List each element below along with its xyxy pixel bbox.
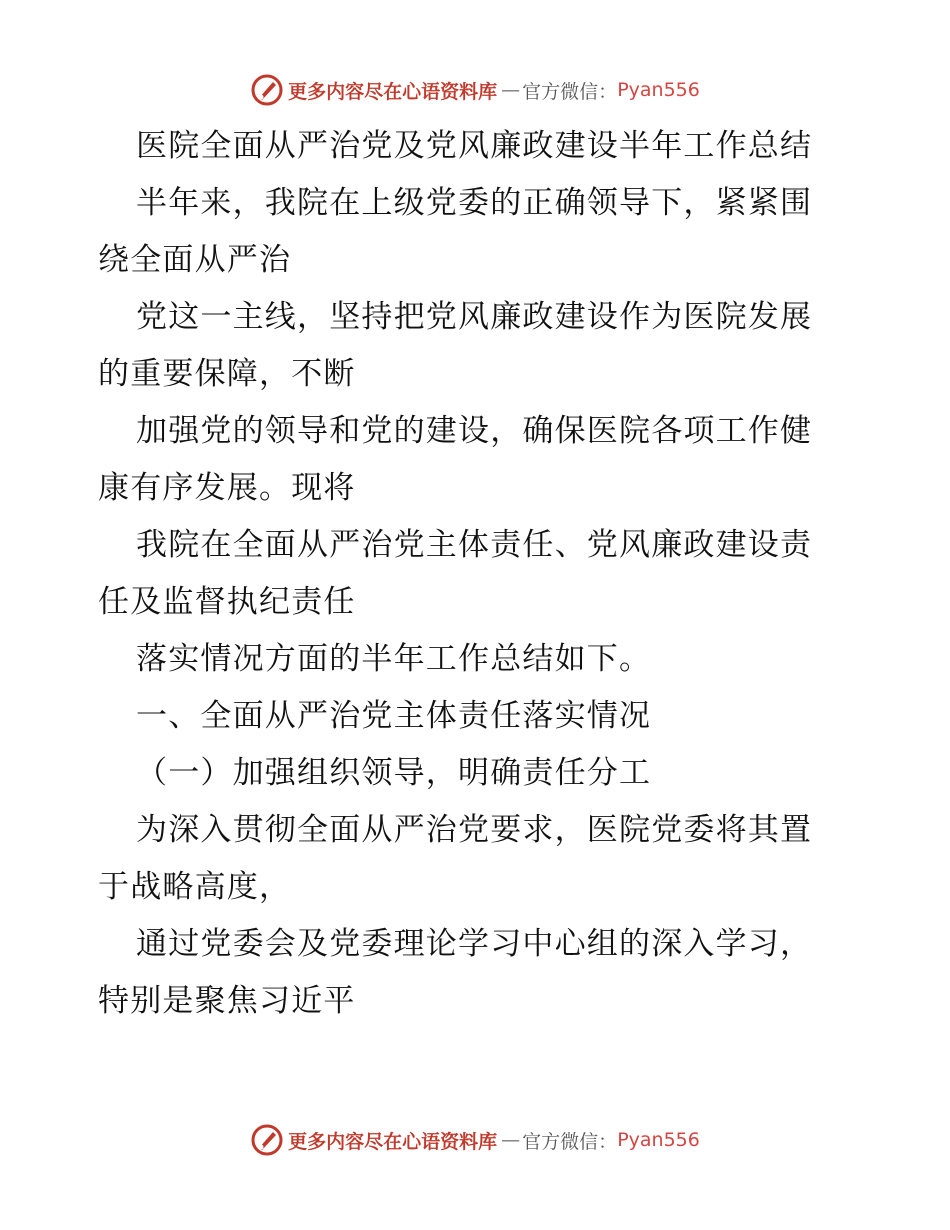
- banner-dash: —: [501, 79, 519, 101]
- document-body: [98, 118, 858, 1030]
- text-line: 康有序发展。现将: [98, 470, 356, 506]
- text-line: 加强党的领导和党的建设，确保医院各项工作健: [136, 413, 813, 449]
- footer-banner: [0, 1122, 950, 1158]
- banner-promo-text: 更多内容尽在心语资料库: [288, 80, 498, 103]
- pen-circle-logo-icon: [250, 73, 284, 107]
- text-line: 医院全面从严治党及党风廉政建设半年工作总结: [136, 128, 813, 164]
- banner-wechat-label: 官方微信：: [522, 80, 618, 103]
- banner-dash: —: [501, 1129, 519, 1151]
- text-line: 党这一主线，坚持把党风廉政建设作为医院发展: [136, 299, 813, 335]
- text-line: 的重要保障，不断: [98, 356, 356, 392]
- text-line: 通过党委会及党委理论学习中心组的深入学习，: [136, 926, 813, 962]
- banner-promo-text: 更多内容尽在心语资料库: [288, 1130, 498, 1153]
- text-line: 任及监督执纪责任: [98, 584, 356, 620]
- text-line: 于战略高度，: [98, 869, 292, 905]
- banner-wechat-id: Pyan556: [617, 1129, 700, 1151]
- banner-wechat-label: 官方微信：: [522, 1130, 618, 1153]
- text-line: 一、全面从严治党主体责任落实情况: [136, 698, 652, 734]
- text-line: 我院在全面从严治党主体责任、党风廉政建设责: [136, 527, 813, 563]
- text-line: （一）加强组织领导，明确责任分工: [136, 755, 652, 791]
- text-line: 绕全面从严治: [98, 242, 292, 278]
- header-banner: [0, 72, 950, 108]
- text-line: 为深入贯彻全面从严治党要求，医院党委将其置: [136, 812, 813, 848]
- banner-wechat-id: Pyan556: [617, 79, 700, 101]
- text-line: 落实情况方面的半年工作总结如下。: [136, 641, 652, 677]
- text-line: 半年来，我院在上级党委的正确领导下，紧紧围: [136, 185, 813, 221]
- text-line: 特别是聚焦习近平: [98, 983, 356, 1019]
- pen-circle-logo-icon: [250, 1123, 284, 1157]
